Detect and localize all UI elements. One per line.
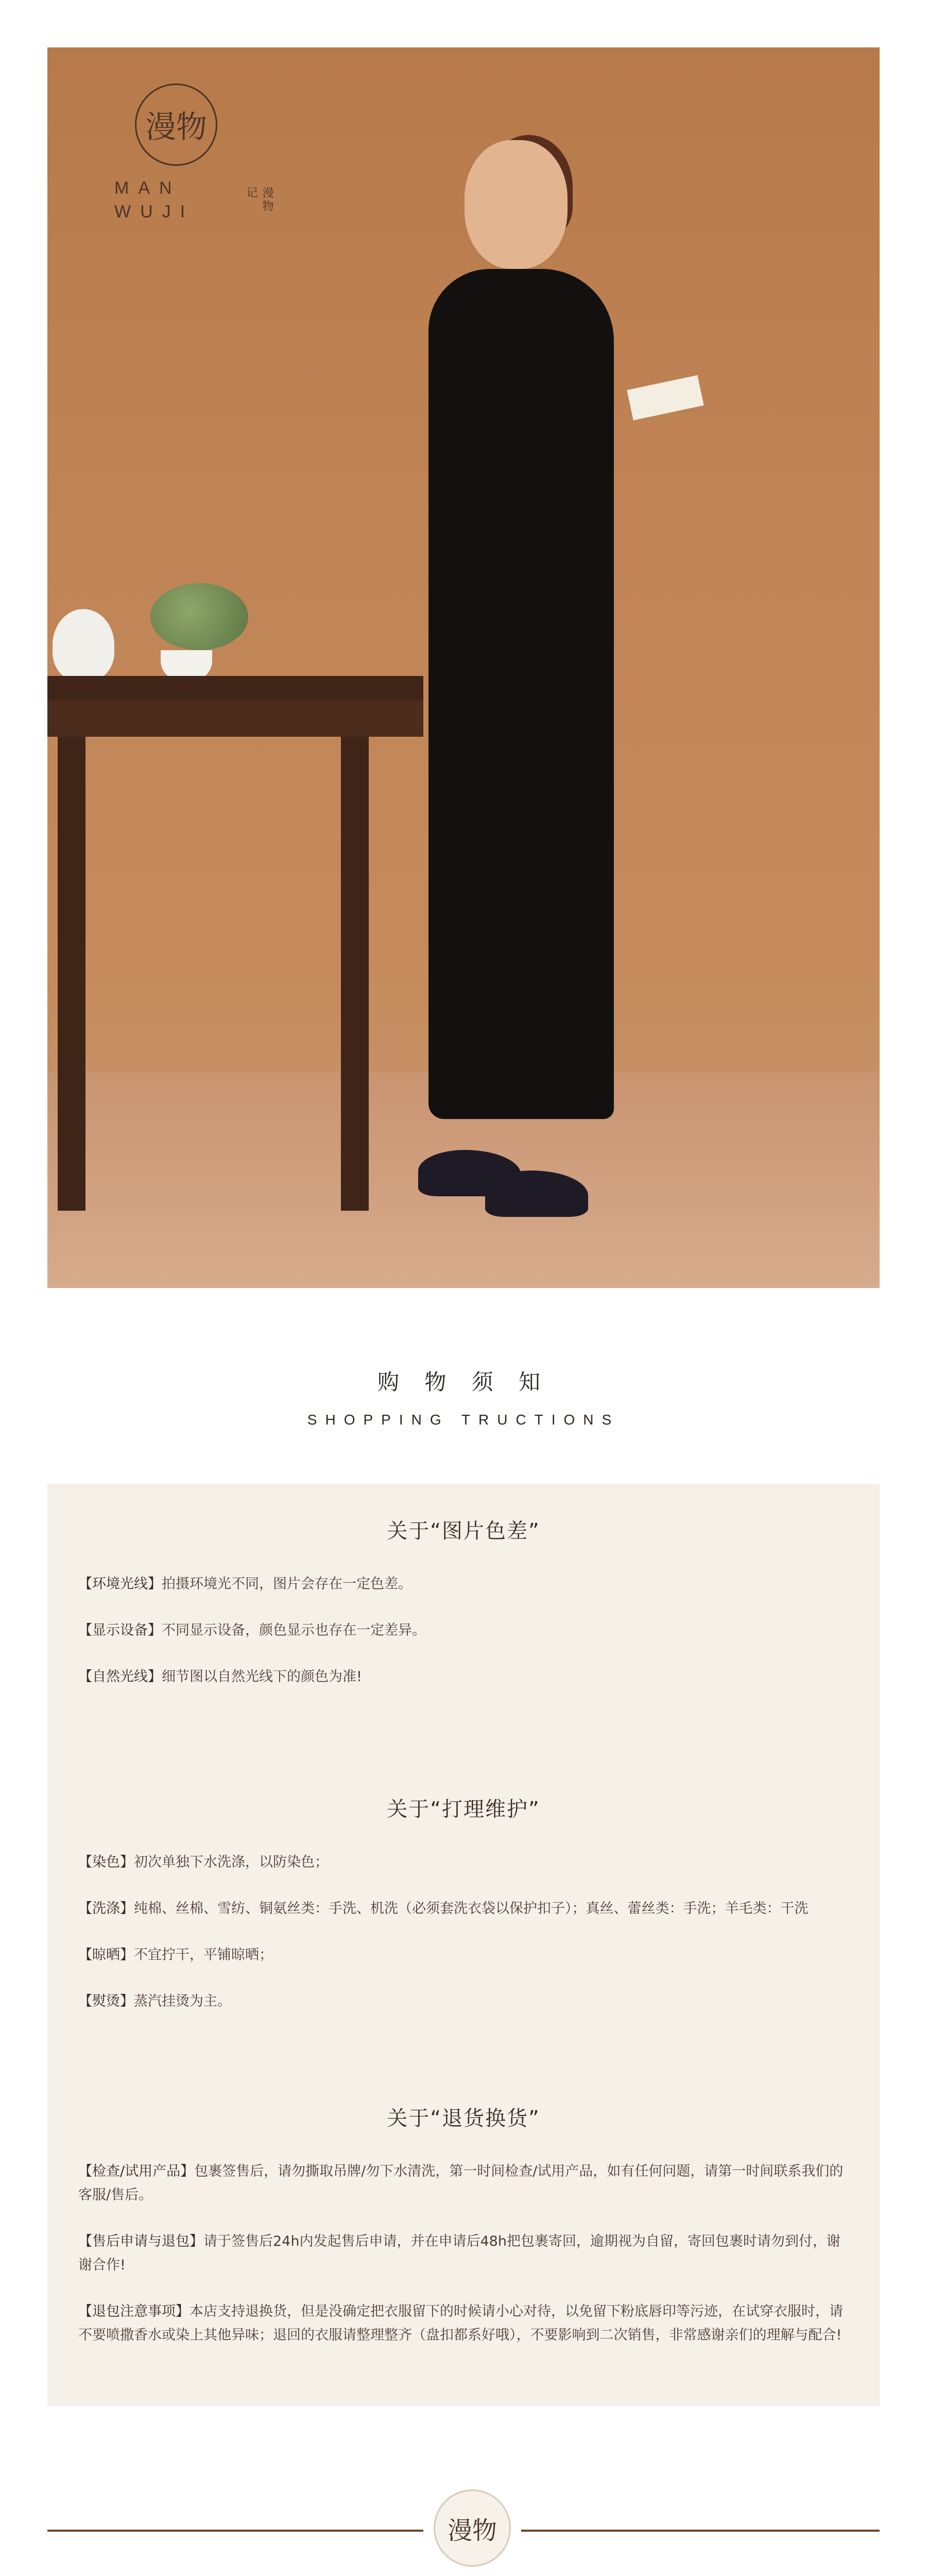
- notes-subtitle: SHOPPING TRUCTIONS: [307, 1412, 620, 1428]
- model-head: [465, 140, 568, 269]
- brand-cn-vertical: 漫物记: [245, 187, 273, 213]
- note-item: 【显示设备】不同显示设备，颜色显示也存在一定差异。: [78, 1622, 426, 1638]
- brand-en-name: MAN WUJI: [114, 178, 195, 222]
- note-item: 【洗涤】纯棉、丝棉、雪纺、铜氨丝类：手洗、机洗（必须套洗衣袋以保护扣子）；真丝、蕾丝类：手洗；羊毛类：干洗: [78, 1901, 809, 1917]
- black-lace-dress: [428, 269, 614, 1119]
- potted-plant: [150, 583, 248, 650]
- notes-card-returns: [47, 2071, 880, 2406]
- card-heading: 关于“打理维护”: [387, 1798, 540, 1821]
- card-heading: 关于“图片色差”: [387, 1519, 540, 1543]
- teapot: [53, 609, 114, 681]
- divider-logo: 漫物: [434, 2489, 511, 2567]
- section-divider: [47, 2489, 880, 2572]
- brand-logo: [114, 83, 273, 224]
- note-item: 【退包注意事项】本店支持退换货，但是没确定把衣服留下的时候请小心对待，以免留下粉底唇印等污迹，在试穿衣服时，请不要喷撒香水或染上其他异味；退回的衣服请整理整齐（盘扣都系好哦），不要影响到二次销售，非常感谢亲们的理解与配合!: [78, 2303, 843, 2343]
- notes-card-care: [47, 1762, 880, 2071]
- hero-photo: [47, 47, 880, 1288]
- wooden-table: [47, 676, 423, 1217]
- note-item: 【熨烫】蒸汽挂烫为主。: [78, 1993, 231, 2009]
- note-item: 【自然光线】细节图以自然光线下的颜色为准!: [78, 1669, 362, 1685]
- note-item: 【晾晒】不宜拧干，平铺晾晒；: [78, 1947, 273, 1963]
- divider-line: [521, 2530, 880, 2532]
- notes-title: 购 物 须 知: [377, 1369, 550, 1395]
- card-heading: 关于“退货换货”: [387, 2107, 540, 2130]
- note-item: 【售后申请与退包】请于签售后24h内发起售后申请，并在申请后48h把包裹寄回，逾期视为自留，寄回包裹时请勿到付，谢谢合作!: [78, 2233, 840, 2273]
- note-item: 【检查/试用产品】包裹签售后，请勿撕取吊牌/勿下水清洗，第一时间检查/试用产品，如有任何问题，请第一时间联系我们的客服/售后。: [78, 2163, 844, 2203]
- note-item: 【染色】初次单独下水洗涤，以防染色；: [78, 1854, 329, 1870]
- shoe: [485, 1171, 588, 1217]
- book: [627, 375, 703, 420]
- divider-line: [47, 2530, 423, 2532]
- notes-card-color: [47, 1484, 880, 1762]
- model-figure: [408, 140, 624, 1248]
- brand-seal: 漫物: [135, 83, 217, 166]
- note-item: 【环境光线】拍摄环境光不同，图片会存在一定色差。: [78, 1576, 412, 1592]
